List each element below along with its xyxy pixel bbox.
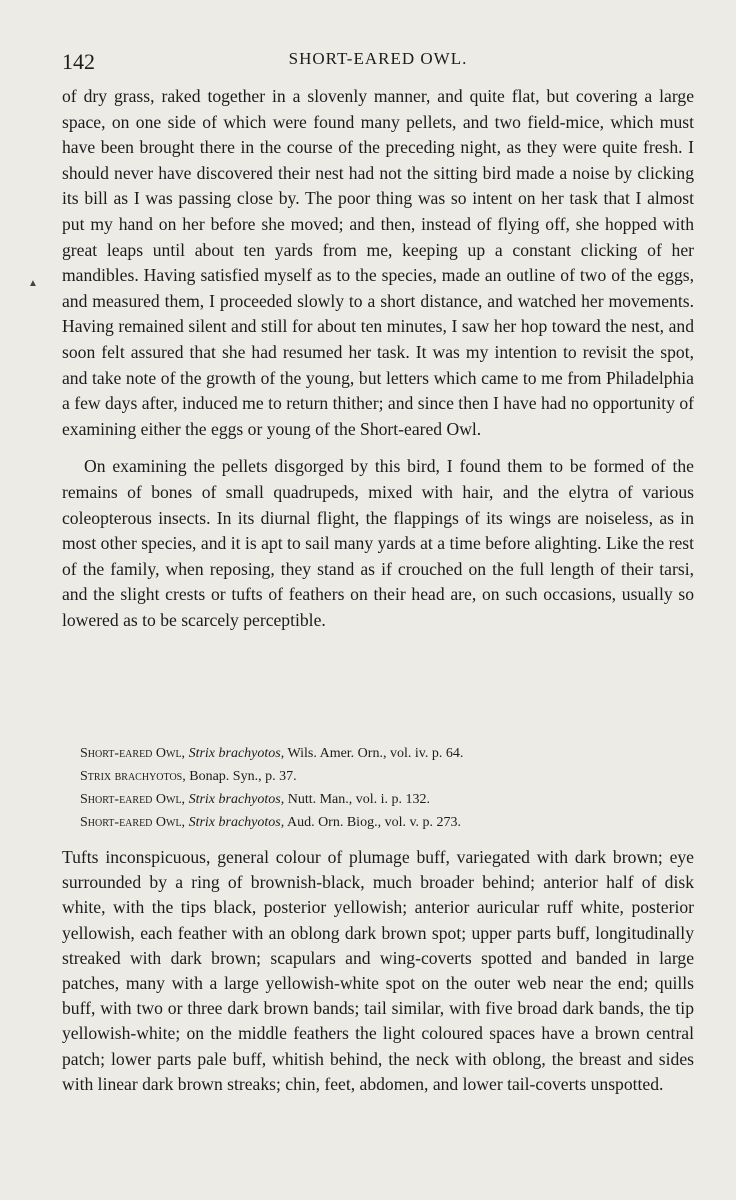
reference-line: Short-eared Owl, Strix brachyotos, Aud. Orn. Biog., vol. v. p. 273.	[80, 815, 462, 830]
synonymy-references	[80, 742, 680, 834]
paragraph-2	[62, 454, 694, 633]
reference-line: Short-eared Owl, Strix brachyotos, Wils. Amer. Orn., vol. iv. p. 64.	[80, 746, 464, 761]
margin-mark-icon: ▲	[28, 278, 38, 289]
description-paragraph: Tufts inconspicuous, general colour of plumage buff, variegated with dark brown; eye surrounded by a ring of brownish-black, much broader behind; anterior half of disk white, with the tips black, posterior yellowish; anterior auricular ruff white, posterior yellowish, each feather with an oblong dark brown spot; upper parts buff, longitudinally streaked with dark brown; scapulars and wing-coverts spotted and banded in large patches, many with a large yellowish-white spot on the outer web near the end; quills buff, with two or three dark brown bands; tail similar, with five broad dark bands, the tip yellowish-white; on the middle feathers the light coloured spaces have a brown central patch; lower parts pale buff, whitish behind, the neck with oblong, the breast and sides with linear dark brown streaks; chin, feet, abdomen, and lower tail-coverts unspotted.	[62, 847, 694, 1094]
reference-line: Strix brachyotos, Bonap. Syn., p. 37.	[80, 769, 297, 784]
paragraph-2-text: On examining the pellets disgorged by this bird, I found them to be formed of the remains of bones of small quadrupeds, mixed with hair, and the elytra of various coleopterous insects. In its diurnal flight, the flappings of its wings are noiseless, as in most other species, and it is apt to sail many yards at a time before alighting. Like the rest of the family, when reposing, they stand as if crouched on the full length of their tarsi, and the slight crests or tufts of feathers on their head are, on such occasions, usually so lowered as to be scarcely perceptible.	[62, 456, 694, 630]
paragraph-1: of dry grass, raked together in a slovenly manner, and quite flat, but covering a large space, on one side of which were found many pellets, and two field-mice, which must have been brought there in the course of the preceding night, as they were quite fresh. I should never have discovered their nest had not the sitting bird made a noise by clicking its bill as I was passing close by. The poor thing was so intent on her task that I almost put my hand on her before she moved; and then, instead of flying off, she hopped with great leaps until about ten yards from me, keeping up a constant clicking of her mandibles. Having satisfied myself as to the species, made an outline of two of the eggs, and measured them, I proceeded slowly to a short distance, and watched her movements. Having remained silent and still for about ten minutes, I saw her hop toward the nest, and soon felt assured that she had resumed her task. It was my intention to revisit the spot, and take note of the growth of the young, but letters which came to me from Philadelphia a few days after, induced me to return thither; and since then I have had no opportunity of examining either the eggs or young of the Short-eared Owl.	[62, 86, 694, 439]
reference-line: Short-eared Owl, Strix brachyotos, Nutt. Man., vol. i. p. 132.	[80, 792, 431, 807]
page-number: 142	[62, 49, 95, 74]
running-title: SHORT-EARED OWL.	[288, 49, 468, 68]
species-description	[62, 845, 694, 1097]
page-header	[62, 46, 694, 76]
main-text	[62, 84, 694, 633]
